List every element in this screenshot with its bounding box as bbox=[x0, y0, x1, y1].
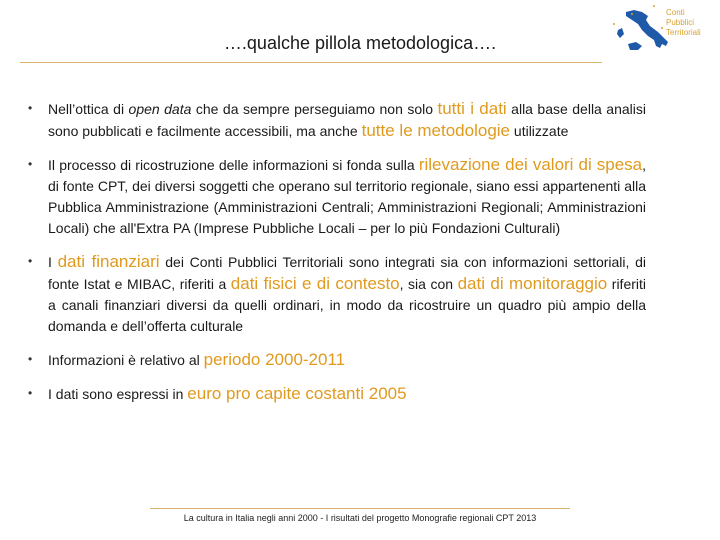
highlight: tutte le metodologie bbox=[361, 121, 511, 140]
title-divider bbox=[20, 62, 602, 63]
highlight: dati di monitoraggio bbox=[457, 274, 608, 293]
page-title: ….qualche pillola metodologica…. bbox=[223, 33, 497, 53]
bullet-dati-finanziari: • I dati finanziari dei Conti Pubblici Territoriali sono integrati sia con informazioni settoriali, di fonte Istat e MIBAC, riferiti a dati fisici e di contesto, sia con dati di monitoraggio riferiti a canali finanziari diversi da quelli ordinari, in modo da ricostruire un quadro più ampio della domanda e dell’offerta culturale bbox=[48, 251, 646, 337]
highlight: euro pro capite costanti 2005 bbox=[187, 384, 407, 403]
bullet-euro: • I dati sono espressi in euro pro capite costanti 2005 bbox=[48, 383, 646, 405]
highlight: dati finanziari bbox=[57, 252, 160, 271]
footer-divider bbox=[150, 508, 570, 509]
bullet-open-data: • Nell’ottica di open data che da sempre perseguiamo non solo tutti i dati alla base della analisi sono pubblicati e facilmente accessibili, ma anche tutte le metodologie utilizzate bbox=[48, 98, 646, 142]
logo-line-1: Conti bbox=[666, 8, 685, 17]
logo-line-2: Pubblici bbox=[666, 18, 695, 27]
bullet-list bbox=[48, 98, 646, 417]
highlight: periodo 2000-2011 bbox=[203, 350, 346, 369]
highlight: rilevazione dei valori di spesa bbox=[418, 155, 643, 174]
highlight: tutti i dati bbox=[437, 99, 507, 118]
bullet-periodo: • Informazioni è relativo al periodo 2000-2011 bbox=[48, 349, 646, 371]
footer-text: La cultura in Italia negli anni 2000 - I risultati del progetto Monografie regionali CPT 2013 bbox=[183, 513, 537, 523]
highlight: dati fisici e di contesto bbox=[230, 274, 400, 293]
bullet-processo: • Il processo di ricostruzione delle informazioni si fonda sulla rilevazione dei valori di spesa, di fonte CPT, dei diversi soggetti che operano sul territorio regionale, siano essi appartenenti alla Pubblica Amministrazione (Amministrazioni Centrali; Amministrazioni Regionali; Amministrazioni Locali) che all'Extra PA (Imprese Pubbliche Locali – per lo più Fondazioni Culturali) bbox=[48, 154, 646, 239]
logo-text bbox=[666, 8, 701, 38]
logo-line-3: Territoriali bbox=[666, 28, 701, 37]
